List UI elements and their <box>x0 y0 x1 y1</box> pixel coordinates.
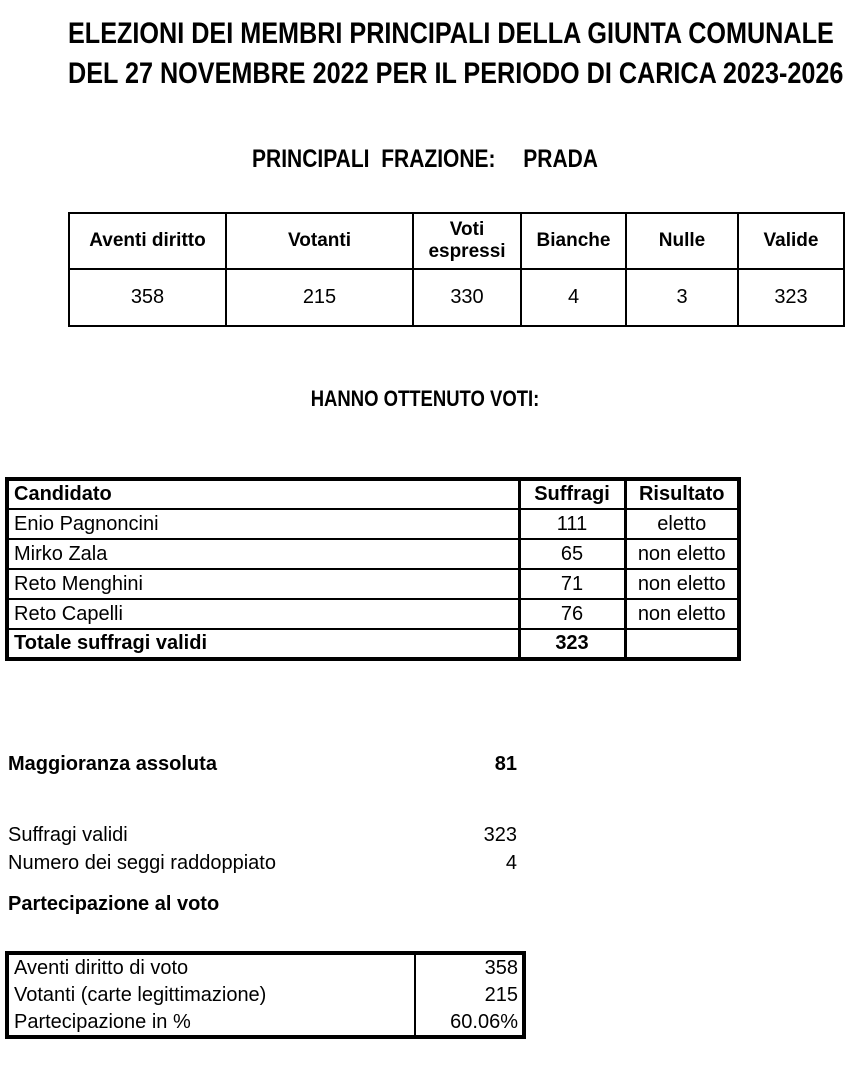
participation-value: 60.06% <box>415 1009 524 1037</box>
candidate-row <box>7 539 739 569</box>
page-title-line-1: ELEZIONI DEI MEMBRI PRINCIPALI DELLA GIUNTA COMUNALE <box>68 17 834 50</box>
fraction-subtitle-line <box>68 146 782 172</box>
participation-label: Partecipazione in % <box>14 1010 191 1033</box>
value-votanti: 215 <box>226 269 413 326</box>
header-risultato: Risultato <box>625 479 739 509</box>
participation-table <box>5 951 526 1039</box>
total-row <box>7 629 739 659</box>
candidate-result: non eletto <box>625 599 739 629</box>
valid-votes-value: 323 <box>483 824 517 846</box>
participation-row <box>7 981 524 1009</box>
candidate-name: Mirko Zala <box>7 539 519 569</box>
candidate-votes: 65 <box>519 539 625 569</box>
participation-value: 215 <box>415 981 524 1009</box>
results-section-heading <box>0 387 850 410</box>
valid-votes-row <box>8 821 517 849</box>
vote-summary-table <box>68 212 845 327</box>
majority-row <box>8 753 517 776</box>
header-nulle: Nulle <box>626 213 738 269</box>
candidate-votes: 111 <box>519 509 625 539</box>
fraction-label: PRINCIPALI FRAZIONE: <box>252 145 496 173</box>
results-section-heading-text: HANNO OTTENUTO VOTI: <box>310 386 540 411</box>
total-votes: 323 <box>519 629 625 659</box>
participation-row <box>7 953 524 981</box>
vote-summary-value-row <box>69 269 844 326</box>
value-nulle: 3 <box>626 269 738 326</box>
header-votanti: Votanti <box>226 213 413 269</box>
candidate-row <box>7 509 739 539</box>
seats-label: Numero dei seggi raddoppiato <box>8 852 276 874</box>
valid-votes-label: Suffragi validi <box>8 824 128 846</box>
candidate-row <box>7 599 739 629</box>
stats-block <box>0 821 850 877</box>
header-candidato: Candidato <box>14 483 112 505</box>
vote-summary-header-row <box>69 213 844 269</box>
value-valide: 323 <box>738 269 844 326</box>
participation-label: Votanti (carte legittimazione) <box>14 983 267 1006</box>
participation-heading: Partecipazione al voto <box>8 893 220 915</box>
header-bianche: Bianche <box>521 213 626 269</box>
candidate-name: Reto Menghini <box>7 569 519 599</box>
fraction-subtitle <box>0 146 850 172</box>
page-title-line-2: DEL 27 NOVEMBRE 2022 PER IL PERIODO DI CARICA 2023-2026 <box>68 57 844 90</box>
majority-label: Maggioranza assoluta <box>8 753 217 775</box>
fraction-value: PRADA <box>523 145 598 173</box>
candidate-result: eletto <box>625 509 739 539</box>
header-suffragi: Suffragi <box>519 479 625 509</box>
total-label: Totale suffragi validi <box>7 629 519 659</box>
value-voti-espressi: 330 <box>413 269 521 326</box>
participation-value: 358 <box>415 953 524 981</box>
page-title <box>0 14 850 94</box>
value-bianche: 4 <box>521 269 626 326</box>
total-result-empty <box>625 629 739 659</box>
seats-value: 4 <box>505 852 517 874</box>
candidate-name: Enio Pagnoncini <box>7 509 519 539</box>
header-voti-espressi: Voti espressi <box>413 213 521 269</box>
candidate-name: Reto Capelli <box>7 599 519 629</box>
header-aventi-diritto: Aventi diritto <box>69 213 226 269</box>
candidate-result: non eletto <box>625 569 739 599</box>
seats-row <box>8 849 517 877</box>
candidate-result: non eletto <box>625 539 739 569</box>
majority-value: 81 <box>494 753 517 775</box>
candidate-votes: 71 <box>519 569 625 599</box>
participation-row <box>7 1009 524 1037</box>
candidate-votes: 76 <box>519 599 625 629</box>
candidate-results-table <box>5 477 741 661</box>
participation-label: Aventi diritto di voto <box>14 956 189 979</box>
candidate-row <box>7 569 739 599</box>
value-aventi-diritto: 358 <box>69 269 226 326</box>
results-header-row <box>7 479 739 509</box>
header-valide: Valide <box>738 213 844 269</box>
